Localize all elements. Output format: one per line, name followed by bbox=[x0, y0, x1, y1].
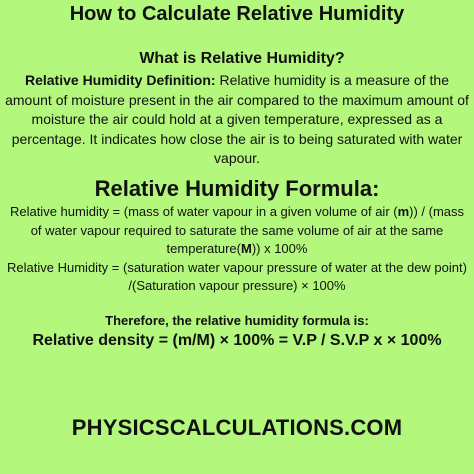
formula-mass-symbol-M: M bbox=[240, 241, 252, 257]
page-title: How to Calculate Relative Humidity bbox=[69, 3, 405, 25]
formula-body bbox=[3, 203, 471, 296]
formula-mass-part-b: )) / (mass of water vapour required to saturate the same volume of air at the same temperature( bbox=[30, 204, 465, 257]
formula-pressure-ratio: Relative Humidity = (saturation water vapour pressure of water at the dew point) /(Saturation vapour pressure) × 100% bbox=[7, 259, 467, 294]
final-formula: Relative density = (m/M) × 100% = V.P / S.V.P x × 100% bbox=[32, 332, 442, 349]
definition-paragraph bbox=[3, 71, 471, 169]
definition-text: Relative humidity is a measure of the amount of moisture present in the air compared to the maximum amount of moisture the air could hold at a given temperature, expressed as a percentage. It indicates how close the air is to being saturated with water vapour. bbox=[5, 72, 469, 167]
section-heading-what-is: What is Relative Humidity? bbox=[139, 50, 345, 67]
formula-mass-part-a: Relative humidity = (mass of water vapour in a given volume of air ( bbox=[9, 204, 398, 219]
formula-mass-part-c: )) x 100% bbox=[251, 241, 308, 257]
formula-mass-ratio bbox=[3, 203, 471, 259]
definition-lead: Relative Humidity Definition: bbox=[24, 72, 216, 88]
formula-mass-symbol-m: m bbox=[397, 204, 410, 219]
website-link[interactable]: PHYSICSCALCULATIONS.COM bbox=[71, 415, 403, 440]
therefore-label: Therefore, the relative humidity formula is: bbox=[105, 313, 369, 328]
formula-heading: Relative Humidity Formula: bbox=[94, 176, 380, 201]
